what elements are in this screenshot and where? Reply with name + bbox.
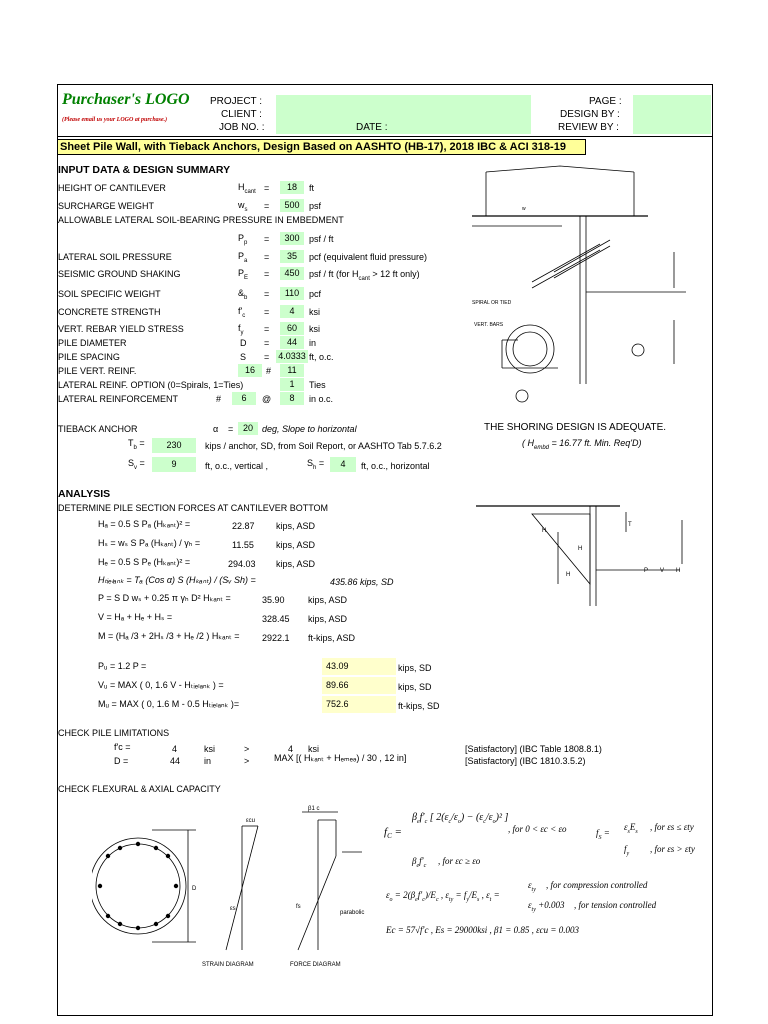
- force-value: 435.86 kips, SD: [330, 577, 394, 587]
- input-eq: =: [264, 252, 270, 262]
- force-expr: Hₛ = wₛ S Pₐ (Hₖₐₙₜ) / γₕ =: [98, 538, 201, 548]
- lat-reinf-hash: #: [216, 394, 222, 404]
- fs-eq-cond1: , for εs ≤ εty: [650, 822, 694, 832]
- shoring-elevation-diagram: [462, 164, 688, 408]
- limit-unit: ksi: [204, 744, 215, 754]
- limit-bound-unit: ksi: [308, 744, 319, 754]
- svg-text:SPIRAL OR TIED: SPIRAL OR TIED: [472, 300, 512, 306]
- fc-eq-cond1: , for 0 < εc < εo: [508, 824, 567, 834]
- diameter-input[interactable]: 44: [280, 336, 304, 349]
- input-symbol: S: [240, 352, 247, 362]
- svg-text:P: P: [644, 568, 649, 574]
- limit-value: 44: [170, 756, 181, 766]
- constants-eq: Ec = 57√f′c , Es = 29000ksi , β1 = 0.85 , εcu = 0.003: [386, 925, 579, 935]
- factored-unit: ft-kips, SD: [398, 701, 440, 711]
- limit-status: [Satisfactory] (IBC 1810.3.5.2): [465, 756, 586, 766]
- lat-option-unit: Ties: [309, 380, 326, 390]
- svg-text:H: H: [566, 572, 571, 578]
- input-label: VERT. REBAR YIELD STRESS: [58, 324, 184, 334]
- force-expr: P = S D wₛ + 0.25 π γₕ D² Hₖₐₙₜ =: [98, 593, 231, 603]
- factored-expr: Mᵤ = MAX ( 0, 1.6 M - 0.5 Hₜᵢₑₗₐₙₖ )=: [98, 699, 240, 709]
- sh-input[interactable]: 4: [330, 457, 356, 472]
- limit-expr: f′c =: [114, 742, 131, 752]
- svg-text:w: w: [522, 206, 526, 212]
- tieback-alpha: α: [213, 424, 219, 434]
- limit-status: [Satisfactory] (IBC Table 1808.8.1): [465, 744, 602, 754]
- input-eq: =: [264, 289, 270, 299]
- parabolic-label: parabolic: [340, 910, 365, 916]
- force-diagram-label: FORCE DIAGRAM: [290, 962, 341, 968]
- input-eq: =: [264, 201, 270, 211]
- client-label: CLIENT :: [221, 109, 262, 120]
- vert-reinf-count[interactable]: 16: [238, 364, 262, 377]
- page-field[interactable]: [633, 95, 711, 134]
- vert-reinf-size[interactable]: 11: [280, 364, 304, 377]
- input-unit: psf / ft: [309, 234, 334, 244]
- svg-text:H: H: [578, 546, 583, 552]
- adequacy-status: THE SHORING DESIGN IS ADEQUATE.: [484, 422, 667, 433]
- svg-text:T: T: [628, 522, 632, 528]
- analysis-heading: ANALYSIS: [58, 488, 111, 500]
- sheet-title: Sheet Pile Wall, with Tieback Anchors, Design Based on AASHTO (HB-17), 2018 IBC & ACI 318-19: [57, 139, 586, 155]
- input-unit: pcf: [309, 289, 322, 299]
- vert-reinf-hash: #: [266, 366, 272, 376]
- force-value: 22.87: [232, 521, 255, 531]
- input-unit: ksi: [309, 307, 320, 317]
- reviewby-label: REVIEW BY :: [558, 122, 619, 133]
- input-unit: psf: [309, 201, 322, 211]
- input-label: CONCRETE STRENGTH: [58, 307, 161, 317]
- svg-text:H: H: [542, 528, 547, 534]
- lat-option-input[interactable]: 1: [280, 378, 304, 391]
- sv-symbol: $S_v$ =: [128, 458, 145, 471]
- eps-t-cond1: , for compression controlled: [546, 880, 648, 890]
- input-label: PILE DIAMETER: [58, 338, 127, 348]
- lat-option-label: LATERAL REINF. OPTION (0=Spirals, 1=Ties): [58, 380, 244, 390]
- force-value: 294.03: [228, 559, 256, 569]
- lat-reinf-at: @: [262, 394, 272, 404]
- factored-value: 89.66: [322, 677, 396, 694]
- eps-t-cond2: , for tension controlled: [574, 900, 657, 910]
- sh-unit: ft, o.c., horizontal: [361, 461, 430, 471]
- factored-value: 752.6: [322, 696, 396, 713]
- fc-eq-symbol: $f_C$ =: [384, 826, 402, 841]
- input-label: SEISMIC GROUND SHAKING: [58, 269, 181, 279]
- soil-weight-input[interactable]: 110: [280, 287, 304, 300]
- fc-eq-cond2: , for εc ≥ εo: [438, 856, 481, 866]
- lat-reinf-unit: in o.c.: [309, 394, 334, 404]
- strain-diagram-label: STRAIN DIAGRAM: [202, 962, 254, 968]
- fs-eq-line2: $f_y$: [624, 844, 630, 857]
- input-unit: psf / ft (for $H_{cant} > 12$ ft only): [309, 269, 420, 282]
- svg-text:εs: εs: [230, 906, 236, 912]
- tieback-label: TIEBACK ANCHOR: [58, 424, 138, 434]
- force-value: 11.55: [232, 540, 254, 550]
- fy-input[interactable]: 60: [280, 322, 304, 335]
- input-eq: =: [264, 307, 270, 317]
- input-symbol: $w_s$: [238, 200, 248, 213]
- input-label: ALLOWABLE LATERAL SOIL-BEARING PRESSURE IN EMBEDMENT: [58, 215, 344, 225]
- tb-symbol: $T_b$ =: [128, 438, 145, 451]
- input-unit: ksi: [309, 324, 320, 334]
- pe-input[interactable]: 450: [280, 267, 304, 280]
- lat-reinf-spacing[interactable]: 8: [280, 392, 304, 405]
- jobno-label: JOB NO. :: [219, 122, 265, 133]
- force-expr: M = (Hₐ /3 + 2Hₛ /3 + Hₑ /2 ) Hₖₐₙₜ =: [98, 631, 240, 641]
- input-eq: =: [264, 234, 270, 244]
- project-field[interactable]: [276, 95, 531, 134]
- svg-text:V: V: [660, 568, 665, 574]
- embedment-summary: ( $H_{embd} = 16.77$ ft. Min. Req'D): [522, 438, 642, 451]
- fc-eq-body: $\beta_ef'_c$ [ $2(\varepsilon_c/\varepsilon_o) - (\varepsilon_c/\varepsilon_o)^2$ ]: [412, 812, 509, 825]
- force-unit: kips, ASD: [276, 521, 316, 531]
- input-unit: pcf (equivalent fluid pressure): [309, 252, 428, 262]
- tb-input[interactable]: 230: [152, 438, 196, 453]
- lat-reinf-label: LATERAL REINFORCEMENT: [58, 394, 179, 404]
- fs-eq-symbol: $f_S$ =: [596, 828, 610, 841]
- limit-value: 4: [172, 744, 178, 754]
- pp-input[interactable]: 300: [280, 232, 304, 245]
- input-symbol: $\&_b$: [238, 288, 248, 301]
- input-label: LATERAL SOIL PRESSURE: [58, 252, 172, 262]
- tieback-eq: =: [228, 424, 234, 434]
- surcharge-input[interactable]: 500: [280, 199, 304, 212]
- force-unit: kips, ASD: [308, 595, 348, 605]
- factored-expr: Pᵤ = 1.2 P =: [98, 661, 147, 671]
- input-symbol: $P_p$: [238, 233, 248, 246]
- factored-value: 43.09: [322, 658, 396, 675]
- input-eq: =: [264, 269, 270, 279]
- force-value: 35.90: [262, 595, 285, 605]
- eps-o-eq: $\varepsilon_o = 2(\beta_ef'_c)/E_c$ , $\varepsilon_{ty} = f_y/E_s$ , $\varepsilon_t$ =: [386, 890, 500, 903]
- pile-load-diagram: [470, 492, 686, 614]
- input-unit: in: [309, 338, 317, 348]
- header-divider: [57, 136, 713, 137]
- eps-t-line1: $\varepsilon_{ty}$: [528, 880, 536, 893]
- input-symbol: $P_a$: [238, 251, 248, 264]
- svg-text:H: H: [676, 568, 681, 574]
- force-unit: ft-kips, ASD: [308, 633, 356, 643]
- pa-input[interactable]: 35: [280, 250, 304, 263]
- flexural-heading: CHECK FLEXURAL & AXIAL CAPACITY: [58, 784, 221, 794]
- date-label: DATE :: [356, 122, 388, 133]
- input-symbol: $f_y$: [238, 323, 244, 336]
- force-expr: Hₐ = 0.5 S Pₐ (Hₖₐₙₜ)² =: [98, 519, 191, 529]
- fs-eq-line1: $\varepsilon_sE_s$: [624, 822, 638, 835]
- input-symbol: $P_E$: [238, 268, 249, 281]
- factored-expr: Vᵤ = MAX ( 0, 1.6 V - Hₜᵢₑₗₐₙₖ ) =: [98, 680, 224, 690]
- page-label: PAGE :: [589, 96, 622, 107]
- force-value: 2922.1: [262, 633, 290, 643]
- height-input[interactable]: 18: [280, 181, 304, 194]
- limit-expr: D =: [114, 756, 129, 766]
- eps-t-line2: $\varepsilon_{ty} +0.003$: [528, 900, 565, 913]
- factored-unit: kips, SD: [398, 682, 432, 692]
- input-label: SOIL SPECIFIC WEIGHT: [58, 289, 161, 299]
- project-label: PROJECT :: [210, 96, 263, 107]
- limit-bound: 4: [288, 744, 294, 754]
- limit-op: >: [244, 744, 250, 754]
- input-symbol: D: [240, 338, 247, 348]
- input-eq: =: [264, 183, 270, 193]
- designby-label: DESIGN BY :: [560, 109, 620, 120]
- factored-unit: kips, SD: [398, 663, 432, 673]
- input-symbol: $H_{cant}$: [238, 182, 256, 195]
- input-eq: =: [264, 324, 270, 334]
- force-expr: Hₜᵢₑₗₐₙₖ = Tₐ (Cos α) S (Hₖₐₙₜ) / (Sᵥ Sh) =: [98, 575, 256, 585]
- svg-text:fs: fs: [296, 904, 301, 910]
- limits-heading: CHECK PILE LIMITATIONS: [58, 728, 170, 738]
- fc-eq-line2: $\beta_ef'_c$: [412, 856, 427, 869]
- limit-op: >: [244, 756, 250, 766]
- input-symbol: $f'_c$: [238, 306, 246, 319]
- force-value: 328.45: [262, 614, 290, 624]
- fs-eq-cond2: , for εs > εty: [650, 844, 695, 854]
- svg-text:β1 c: β1 c: [308, 806, 320, 812]
- logo-note: (Please email us your LOGO at purchase.): [62, 117, 168, 123]
- tieback-angle-input[interactable]: 20: [238, 422, 258, 435]
- force-expr: V = Hₐ + Hₑ + Hₛ =: [98, 612, 173, 622]
- input-unit: ft, o.c.: [309, 352, 334, 362]
- spacing-input[interactable]: 4.0333: [276, 350, 308, 363]
- input-heading: INPUT DATA & DESIGN SUMMARY: [58, 164, 231, 176]
- tieback-angle-unit: deg, Slope to horizontal: [262, 424, 357, 434]
- force-expr: Hₑ = 0.5 S Pₑ (Hₖₐₙₜ)² =: [98, 557, 191, 567]
- tb-unit: kips / anchor, SD, from Soil Report, or AASHTO Tab 5.7.6.2: [205, 441, 442, 451]
- lat-reinf-size[interactable]: 6: [232, 392, 256, 405]
- force-unit: kips, ASD: [276, 559, 316, 569]
- input-unit: ft: [309, 183, 315, 193]
- input-eq: =: [264, 338, 270, 348]
- input-label: HEIGHT OF CANTILEVER: [58, 183, 166, 193]
- limit-unit: in: [204, 756, 212, 766]
- sv-unit: ft, o.c., vertical ,: [205, 461, 269, 471]
- input-eq: =: [264, 352, 270, 362]
- svg-text:εcu: εcu: [246, 818, 256, 824]
- svg-text:D: D: [192, 886, 197, 892]
- vert-reinf-label: PILE VERT. REINF.: [58, 366, 137, 376]
- section-diagrams: [92, 800, 392, 972]
- input-label: SURCHARGE WEIGHT: [58, 201, 155, 211]
- input-label: PILE SPACING: [58, 352, 120, 362]
- svg-text:VERT. BARS: VERT. BARS: [474, 322, 504, 328]
- fc-input[interactable]: 4: [280, 305, 304, 318]
- purchaser-logo: Purchaser's LOGO: [62, 91, 190, 108]
- force-unit: kips, ASD: [276, 540, 316, 550]
- sh-symbol: $S_h$ =: [307, 458, 325, 471]
- limit-bound: MAX [( Hₖₐₙₜ + Hₑₘₑₔ) / 30 , 12 in]: [274, 753, 407, 763]
- analysis-subheading: DETERMINE PILE SECTION FORCES AT CANTILEVER BOTTOM: [58, 503, 329, 513]
- sv-input[interactable]: 9: [152, 457, 196, 472]
- force-unit: kips, ASD: [308, 614, 348, 624]
